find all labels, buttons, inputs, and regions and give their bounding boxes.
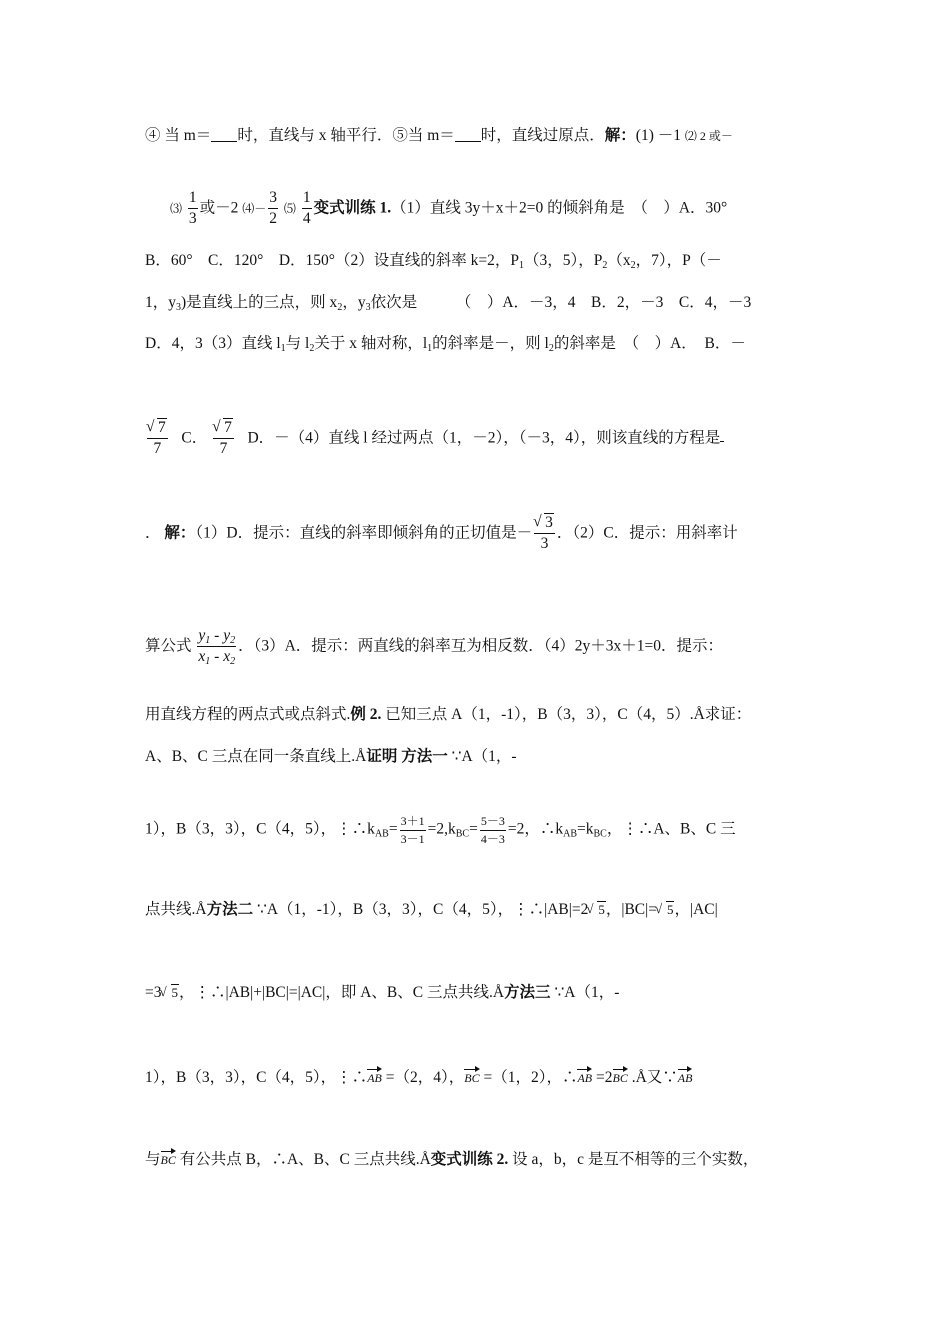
text-line-3: B．60° C．120° D．150°（2）设直线的斜率 k=2，$P_1(3$，5），$P_2(x_2$，7），P（－	[145, 252, 722, 271]
vector-ab: AB	[678, 1066, 693, 1084]
vector-ab: AB	[577, 1066, 592, 1084]
fraction: √ $\frac{3}{3}$	[534, 515, 555, 553]
text-line-14: 1），B（3，3），C（4，5），⋮∴AB =（2，4），BC =（1，2），∴AB =2BC .Å又∵AB	[145, 1066, 692, 1086]
fraction: $\frac{5-3}{4-3}$	[480, 814, 505, 846]
example-heading: 例 2.	[350, 706, 382, 723]
proof-heading: 证明 方法一	[366, 748, 448, 765]
text: ⑵ 2 或－	[684, 129, 733, 143]
answer-blank	[455, 129, 481, 142]
fraction: $\frac{3}{2}$	[269, 189, 278, 228]
solution-label: 解：	[164, 524, 196, 542]
fraction: $\frac{1}{3}$	[188, 189, 197, 228]
text-line-6: √ $\frac{7}{7}$ C． √ $\frac{7}{7}$ D．－（4）直线 l 经过两点（1，－2），（－3，4），则该直线的方程是	[145, 420, 724, 458]
text-line-8: 算公式 $\frac{y_1 - y_2}{x_1 - x_2}$ ．（3）A．提示：两直线的斜率互为相反数．（4）2y＋3x＋1=0．提示：	[145, 627, 724, 668]
fraction: $\frac{3+1}{3-1}$	[400, 814, 425, 846]
text-line-4: 1，$y_3$)是直线上的三点，则 $x_2$，$y_3$依次是 （ ）A．－3，4 B．2，－3 C．4，－3	[145, 294, 752, 313]
text-line-5: D．4，3（3）直线 $l_1$与 $l_2$关于 x 轴对称，$l_1$的斜率是－，则 $l_2$的斜率是 （ ）A． B．－	[145, 335, 746, 354]
text: 时，直线过原点．	[480, 127, 605, 144]
method-heading: 方法二	[206, 901, 254, 918]
vector-bc: BC	[464, 1066, 479, 1084]
text-line-15: 与BC 有公共点 B，∴A、B、C 三点共线.Å变式训练 2. 设 a，b，c 是互不相等的三个实数，	[145, 1148, 758, 1168]
fraction: √ $\frac{7}{7}$	[147, 420, 168, 458]
text-line-10: A、B、C 三点在同一条直线上.Å证明 方法一 ∵A（1，-	[145, 748, 517, 765]
fraction: $\frac{y_1 - y_2}{x_1 - x_2}$	[198, 627, 236, 668]
section-heading: 变式训练 2.	[430, 1151, 509, 1168]
answer-blank	[211, 129, 237, 142]
text-line-11: 1），B（3，3），C（4，5），$⋮\therefore k_{AB}=$ $\frac{3+1}{3-1}$ $=2,k_{BC}=$ $\frac{5-3}{4-3}$ =2，$\therefore k_{AB}=k_{BC}$，⋮∴A、B、C 三	[145, 814, 736, 846]
text-line-12: 点共线.Å方法二 ∵A（1，-1），B（3，3），C（4，5），⋮∴|AB|=2√ 5，|BC|=√ 5，|AC|	[145, 902, 718, 918]
vector-ab: AB	[367, 1066, 382, 1084]
section-heading: 变式训练 1.	[313, 199, 392, 217]
vector-bc: BC	[613, 1066, 628, 1084]
text-line-13: =3√ 5，⋮∴|AB|+|BC|=|AC|，即 A、B、C 三点共线.Å方法三 ∵A（1，-	[145, 985, 619, 1001]
text: ⑷－	[242, 201, 267, 216]
fraction: $\frac{1}{4}$	[302, 189, 311, 228]
text-line-7: ． 解：（1）D．提示：直线的斜率即倾斜角的正切值是－ √ $\frac{3}{3}$ ．（2）C．提示：用斜率计	[145, 515, 738, 553]
text-line-1	[145, 128, 733, 144]
text-line-2	[170, 190, 727, 228]
vector-bc: BC	[161, 1148, 176, 1166]
text: ④ 当 m＝	[145, 127, 212, 144]
fraction: √ $\frac{7}{7}$	[213, 420, 234, 458]
item-marker: ⑶	[170, 201, 183, 216]
text: （1）直线 3y＋x＋2=0 的倾斜角是 （ ）A．30°	[391, 199, 728, 217]
method-heading: 方法三	[504, 984, 551, 1001]
text: (1) －1	[635, 127, 681, 144]
solution-label: 解：	[604, 127, 636, 144]
text-line-9: 用直线方程的两点式或点斜式.例 2. 已知三点 A（1，-1），B（3，3），C（4，5）.Å求证：	[145, 706, 752, 723]
text: 或－2	[199, 199, 239, 217]
item-marker: ⑸	[283, 201, 296, 216]
text: 时，直线与 x 轴平行．⑤当 m＝	[237, 127, 455, 144]
